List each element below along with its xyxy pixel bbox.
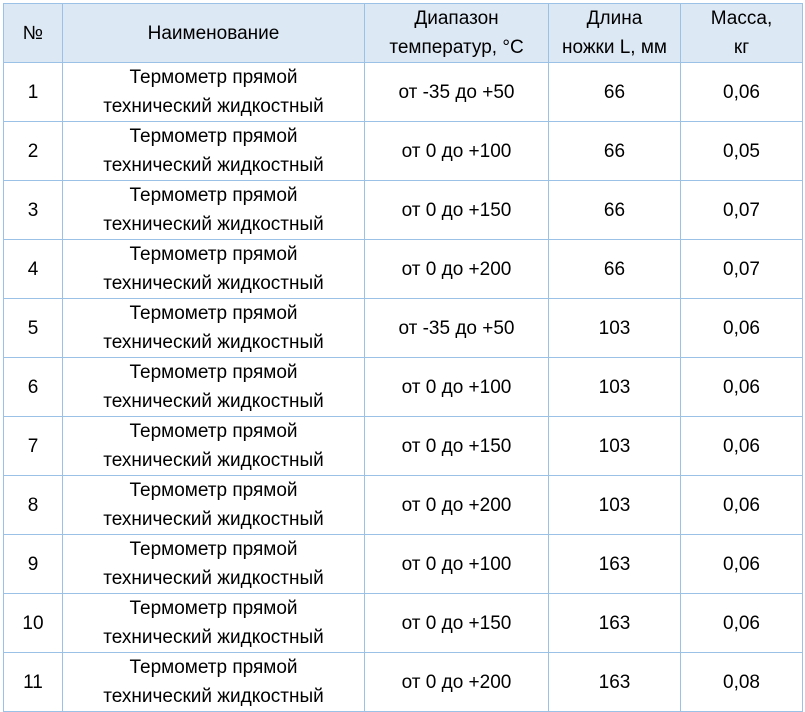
cell-mass: 0,06: [681, 594, 803, 653]
header-range: [365, 4, 549, 63]
cell-name-line2: технический жидкостный: [103, 96, 324, 117]
table-body: [4, 63, 803, 712]
cell-name: [63, 417, 365, 476]
cell-num: 9: [4, 535, 63, 594]
header-length: [549, 4, 681, 63]
cell-num: 1: [4, 63, 63, 122]
header-length-line1: Длина: [586, 8, 643, 29]
cell-name-line2: технический жидкостный: [103, 509, 324, 530]
header-num: №: [4, 4, 63, 63]
cell-name-line2: технический жидкостный: [103, 214, 324, 235]
cell-range: от -35 до +50: [365, 299, 549, 358]
cell-name-line2: технический жидкостный: [103, 155, 324, 176]
table-row: [4, 417, 803, 476]
cell-num: 11: [4, 653, 63, 712]
cell-num: 2: [4, 122, 63, 181]
table-row: [4, 594, 803, 653]
header-mass-line1: Масса,: [710, 8, 773, 29]
cell-name: [63, 181, 365, 240]
cell-name-line1: Термометр прямой: [129, 539, 298, 560]
table-row: [4, 535, 803, 594]
cell-num: 4: [4, 240, 63, 299]
header-name: Наименование: [63, 4, 365, 63]
cell-range: от 0 до +100: [365, 122, 549, 181]
header-range-line2: температур, °С: [389, 37, 524, 58]
cell-name-line1: Термометр прямой: [129, 598, 298, 619]
cell-mass: 0,06: [681, 476, 803, 535]
cell-range: от 0 до +200: [365, 476, 549, 535]
table-row: [4, 653, 803, 712]
cell-length: 103: [549, 417, 681, 476]
cell-mass: 0,08: [681, 653, 803, 712]
cell-name: [63, 653, 365, 712]
table-row: [4, 122, 803, 181]
cell-num: 7: [4, 417, 63, 476]
cell-name-line1: Термометр прямой: [129, 303, 298, 324]
cell-mass: 0,06: [681, 358, 803, 417]
cell-num: 8: [4, 476, 63, 535]
table-row: [4, 63, 803, 122]
table-row: [4, 240, 803, 299]
cell-name-line2: технический жидкостный: [103, 273, 324, 294]
cell-name: [63, 122, 365, 181]
cell-range: от -35 до +50: [365, 63, 549, 122]
header-row: [4, 4, 803, 63]
cell-mass: 0,07: [681, 240, 803, 299]
cell-length: 66: [549, 181, 681, 240]
table-row: [4, 181, 803, 240]
cell-name-line1: Термометр прямой: [129, 657, 298, 678]
cell-num: 10: [4, 594, 63, 653]
cell-length: 103: [549, 358, 681, 417]
header-length-line2: ножки L, мм: [561, 37, 667, 58]
cell-range: от 0 до +150: [365, 594, 549, 653]
cell-length: 66: [549, 63, 681, 122]
cell-name-line2: технический жидкостный: [103, 391, 324, 412]
cell-num: 3: [4, 181, 63, 240]
table-row: [4, 299, 803, 358]
cell-range: от 0 до +150: [365, 417, 549, 476]
cell-name-line2: технический жидкостный: [103, 332, 324, 353]
cell-name-line1: Термометр прямой: [129, 362, 298, 383]
cell-name-line2: технический жидкостный: [103, 450, 324, 471]
cell-mass: 0,06: [681, 299, 803, 358]
cell-name: [63, 476, 365, 535]
header-range-line1: Диапазон: [414, 8, 499, 29]
cell-length: 103: [549, 299, 681, 358]
cell-mass: 0,06: [681, 63, 803, 122]
header-mass-line2: кг: [733, 37, 750, 58]
cell-length: 163: [549, 535, 681, 594]
cell-name-line2: технический жидкостный: [103, 568, 324, 589]
cell-name-line1: Термометр прямой: [129, 480, 298, 501]
cell-name-line1: Термометр прямой: [129, 421, 298, 442]
thermometer-spec-table: [3, 3, 803, 712]
cell-length: 163: [549, 594, 681, 653]
cell-range: от 0 до +100: [365, 535, 549, 594]
cell-length: 66: [549, 240, 681, 299]
cell-num: 5: [4, 299, 63, 358]
cell-num: 6: [4, 358, 63, 417]
cell-name-line1: Термометр прямой: [129, 126, 298, 147]
header-mass: [681, 4, 803, 63]
cell-length: 66: [549, 122, 681, 181]
cell-name: [63, 594, 365, 653]
cell-range: от 0 до +200: [365, 653, 549, 712]
cell-mass: 0,05: [681, 122, 803, 181]
table-row: [4, 476, 803, 535]
cell-name-line1: Термометр прямой: [129, 67, 298, 88]
cell-name: [63, 358, 365, 417]
cell-name: [63, 240, 365, 299]
cell-name: [63, 535, 365, 594]
cell-name: [63, 299, 365, 358]
cell-length: 163: [549, 653, 681, 712]
cell-range: от 0 до +150: [365, 181, 549, 240]
cell-name: [63, 63, 365, 122]
cell-mass: 0,07: [681, 181, 803, 240]
cell-name-line2: технический жидкостный: [103, 627, 324, 648]
cell-name-line1: Термометр прямой: [129, 244, 298, 265]
cell-range: от 0 до +100: [365, 358, 549, 417]
cell-name-line1: Термометр прямой: [129, 185, 298, 206]
cell-range: от 0 до +200: [365, 240, 549, 299]
table-row: [4, 358, 803, 417]
cell-mass: 0,06: [681, 417, 803, 476]
cell-mass: 0,06: [681, 535, 803, 594]
cell-length: 103: [549, 476, 681, 535]
cell-name-line2: технический жидкостный: [103, 686, 324, 707]
